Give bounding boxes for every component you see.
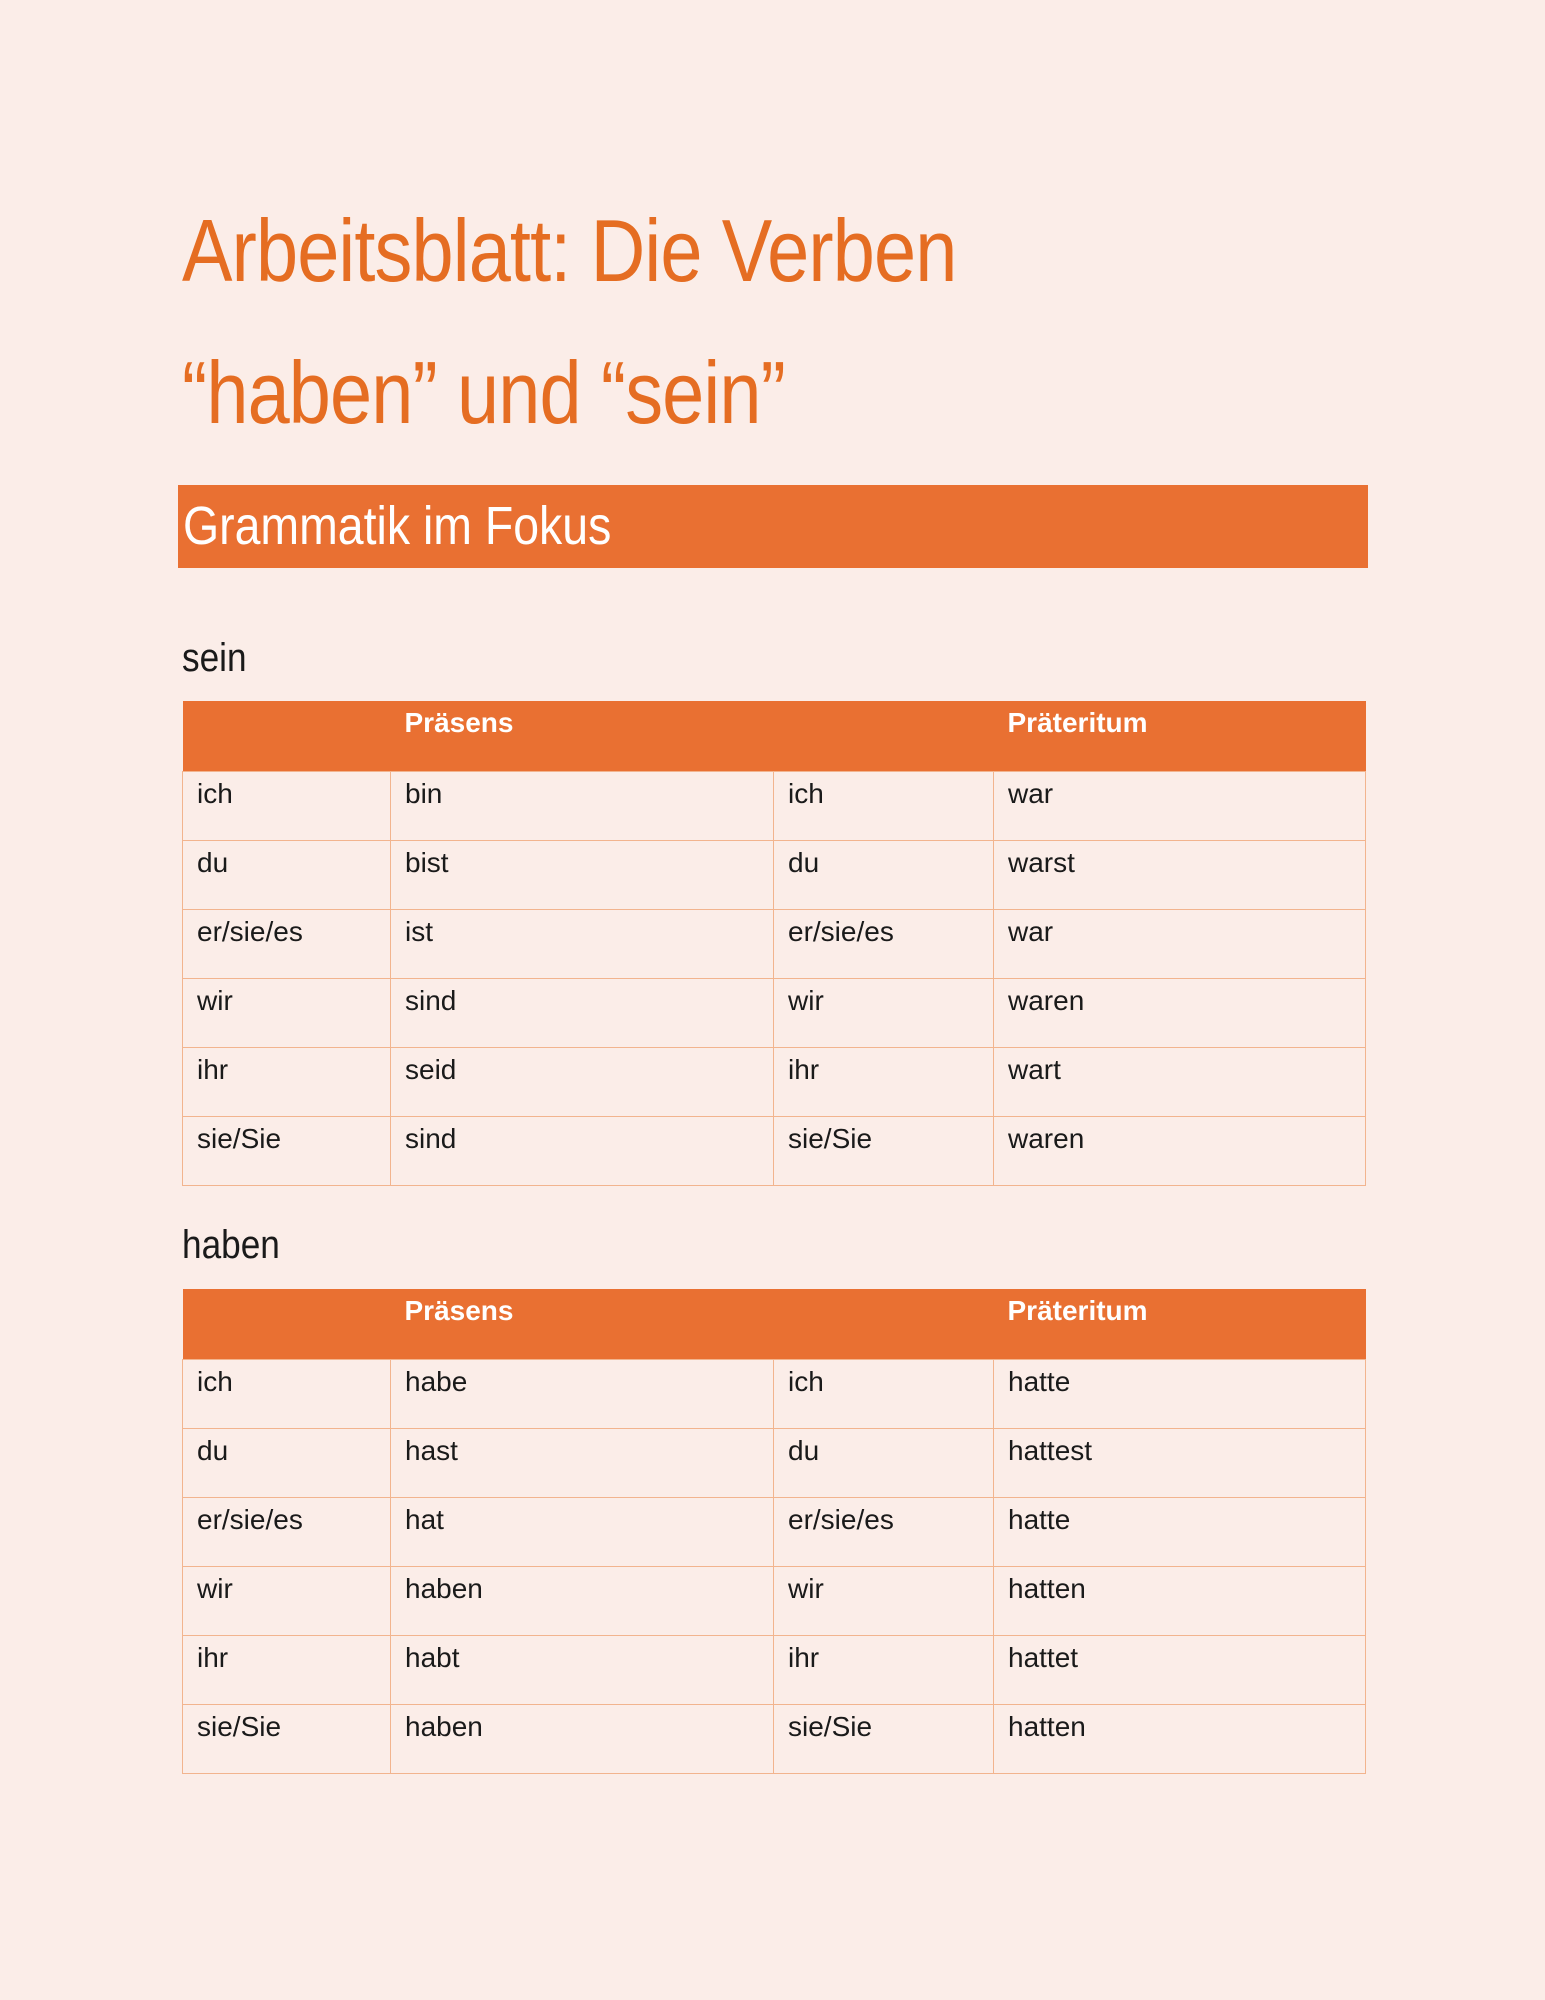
present-form-cell: sind [391, 979, 774, 1048]
past-form-cell: wart [994, 1048, 1366, 1117]
pronoun-cell: wir [774, 1567, 994, 1636]
pronoun-cell: ich [183, 772, 391, 841]
past-form-cell: war [994, 772, 1366, 841]
past-form-cell: waren [994, 1117, 1366, 1186]
header-cell [183, 701, 391, 772]
header-cell-praeteritum: Präteritum [994, 701, 1366, 772]
past-form-cell: warst [994, 841, 1366, 910]
pronoun-cell: sie/Sie [774, 1117, 994, 1186]
past-form-cell: hattet [994, 1636, 1366, 1705]
table-header-row [183, 701, 1366, 772]
pronoun-cell: er/sie/es [183, 910, 391, 979]
present-form-cell: haben [391, 1567, 774, 1636]
table-row [183, 1705, 1366, 1774]
pronoun-cell: du [183, 1429, 391, 1498]
pronoun-cell: ich [774, 772, 994, 841]
present-form-cell: hast [391, 1429, 774, 1498]
pronoun-cell: wir [774, 979, 994, 1048]
pronoun-cell: du [183, 841, 391, 910]
table-row [183, 1117, 1366, 1186]
table-row [183, 1567, 1366, 1636]
header-cell-praesens: Präsens [391, 1289, 774, 1360]
past-form-cell: hatten [994, 1567, 1366, 1636]
verb-heading-sein: sein [182, 636, 247, 680]
table-row [183, 772, 1366, 841]
table-header-row [183, 1289, 1366, 1360]
pronoun-cell: er/sie/es [183, 1498, 391, 1567]
present-form-cell: bist [391, 841, 774, 910]
pronoun-cell: ihr [774, 1048, 994, 1117]
table-row [183, 1048, 1366, 1117]
table-row [183, 1636, 1366, 1705]
header-cell [774, 1289, 994, 1360]
present-form-cell: habe [391, 1360, 774, 1429]
header-cell [774, 701, 994, 772]
past-form-cell: hatte [994, 1498, 1366, 1567]
pronoun-cell: sie/Sie [774, 1705, 994, 1774]
conjugation-table-haben [182, 1289, 1366, 1774]
header-cell [183, 1289, 391, 1360]
present-form-cell: seid [391, 1048, 774, 1117]
past-form-cell: hatten [994, 1705, 1366, 1774]
pronoun-cell: ich [774, 1360, 994, 1429]
verb-heading-haben: haben [182, 1223, 280, 1267]
conjugation-table-sein [182, 701, 1366, 1186]
present-form-cell: bin [391, 772, 774, 841]
table-row [183, 1429, 1366, 1498]
past-form-cell: war [994, 910, 1366, 979]
present-form-cell: sind [391, 1117, 774, 1186]
pronoun-cell: du [774, 1429, 994, 1498]
section-banner [178, 485, 1368, 568]
header-cell-praesens: Präsens [391, 701, 774, 772]
present-form-cell: habt [391, 1636, 774, 1705]
pronoun-cell: ich [183, 1360, 391, 1429]
section-title: Grammatik im Fokus [183, 496, 612, 556]
present-form-cell: hat [391, 1498, 774, 1567]
pronoun-cell: ihr [183, 1636, 391, 1705]
pronoun-cell: wir [183, 979, 391, 1048]
past-form-cell: hattest [994, 1429, 1366, 1498]
pronoun-cell: wir [183, 1567, 391, 1636]
present-form-cell: ist [391, 910, 774, 979]
header-cell-praeteritum: Präteritum [994, 1289, 1366, 1360]
page-title: Arbeitsblatt: Die Verben “haben” und “sein” [182, 201, 957, 442]
pronoun-cell: sie/Sie [183, 1705, 391, 1774]
table-row [183, 910, 1366, 979]
past-form-cell: waren [994, 979, 1366, 1048]
pronoun-cell: ihr [183, 1048, 391, 1117]
table-row [183, 1498, 1366, 1567]
table-row [183, 1360, 1366, 1429]
pronoun-cell: du [774, 841, 994, 910]
pronoun-cell: er/sie/es [774, 910, 994, 979]
present-form-cell: haben [391, 1705, 774, 1774]
table-row [183, 979, 1366, 1048]
pronoun-cell: er/sie/es [774, 1498, 994, 1567]
table-row [183, 841, 1366, 910]
pronoun-cell: sie/Sie [183, 1117, 391, 1186]
pronoun-cell: ihr [774, 1636, 994, 1705]
past-form-cell: hatte [994, 1360, 1366, 1429]
